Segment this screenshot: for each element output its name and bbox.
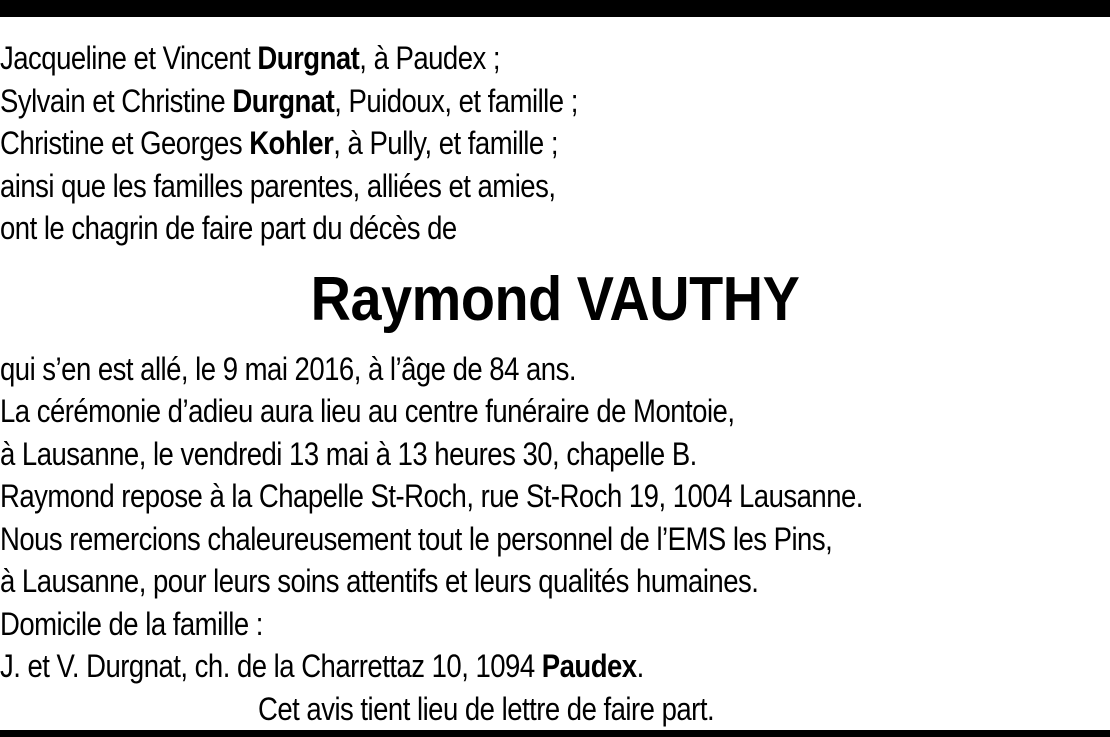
announcer-line-3 <box>0 122 955 165</box>
closing-line: Cet avis tient lieu de lettre de faire part. <box>258 690 715 727</box>
announcer-names: Sylvain et Christine <box>0 82 233 119</box>
body-line-thanks-continued: à Lausanne, pour leurs soins attentifs et leurs qualités humaines. <box>0 563 759 599</box>
top-border-rule <box>0 0 1110 17</box>
family-address-line <box>0 645 955 688</box>
announcer-location: , à Pully, et famille ; <box>333 125 558 161</box>
obituary-notice <box>0 37 1110 730</box>
body-line-family-home-label: Domicile de la famille : <box>0 605 263 642</box>
announcer-surname: Durgnat <box>257 40 360 76</box>
deceased-name-heading: Raymond VAUTHY <box>310 264 800 334</box>
announcer-surname: Kohler <box>249 125 334 161</box>
body-line-resting-place: Raymond repose à la Chapelle St-Roch, rue St-Roch 19, 1004 Lausanne. <box>0 478 863 514</box>
body-line-death-date: qui s’en est allé, le 9 mai 2016, à l’âge de 84 ans. <box>0 350 576 387</box>
announcer-location: , à Paudex ; <box>359 40 500 76</box>
body-line-ceremony-details: à Lausanne, le vendredi 13 mai à 13 heures 30, chapelle B. <box>0 435 697 472</box>
intro-line-announcement: ont le chagrin de faire part du décès de <box>0 210 457 246</box>
announcer-surname: Durgnat <box>232 82 335 119</box>
family-address-town: Paudex <box>541 648 637 684</box>
announcer-names: Christine et Georges <box>0 125 250 161</box>
bottom-border-rule <box>0 730 1110 737</box>
family-address-street: J. et V. Durgnat, ch. de la Charrettaz 10, 1094 <box>0 648 542 684</box>
announcer-names: Jacqueline et Vincent <box>0 40 258 76</box>
announcer-location: , Puidoux, et famille ; <box>334 82 578 119</box>
announcer-line-2 <box>0 80 955 123</box>
family-address-end: . <box>636 648 644 684</box>
body-line-ceremony: La cérémonie d’adieu aura lieu au centre funéraire de Montoie, <box>0 393 735 429</box>
body-line-thanks: Nous remercions chaleureusement tout le personnel de l’EMS les Pins, <box>0 520 833 557</box>
announcer-line-1 <box>0 37 955 80</box>
intro-line-relatives: ainsi que les familles parentes, alliées et amies, <box>0 167 556 204</box>
